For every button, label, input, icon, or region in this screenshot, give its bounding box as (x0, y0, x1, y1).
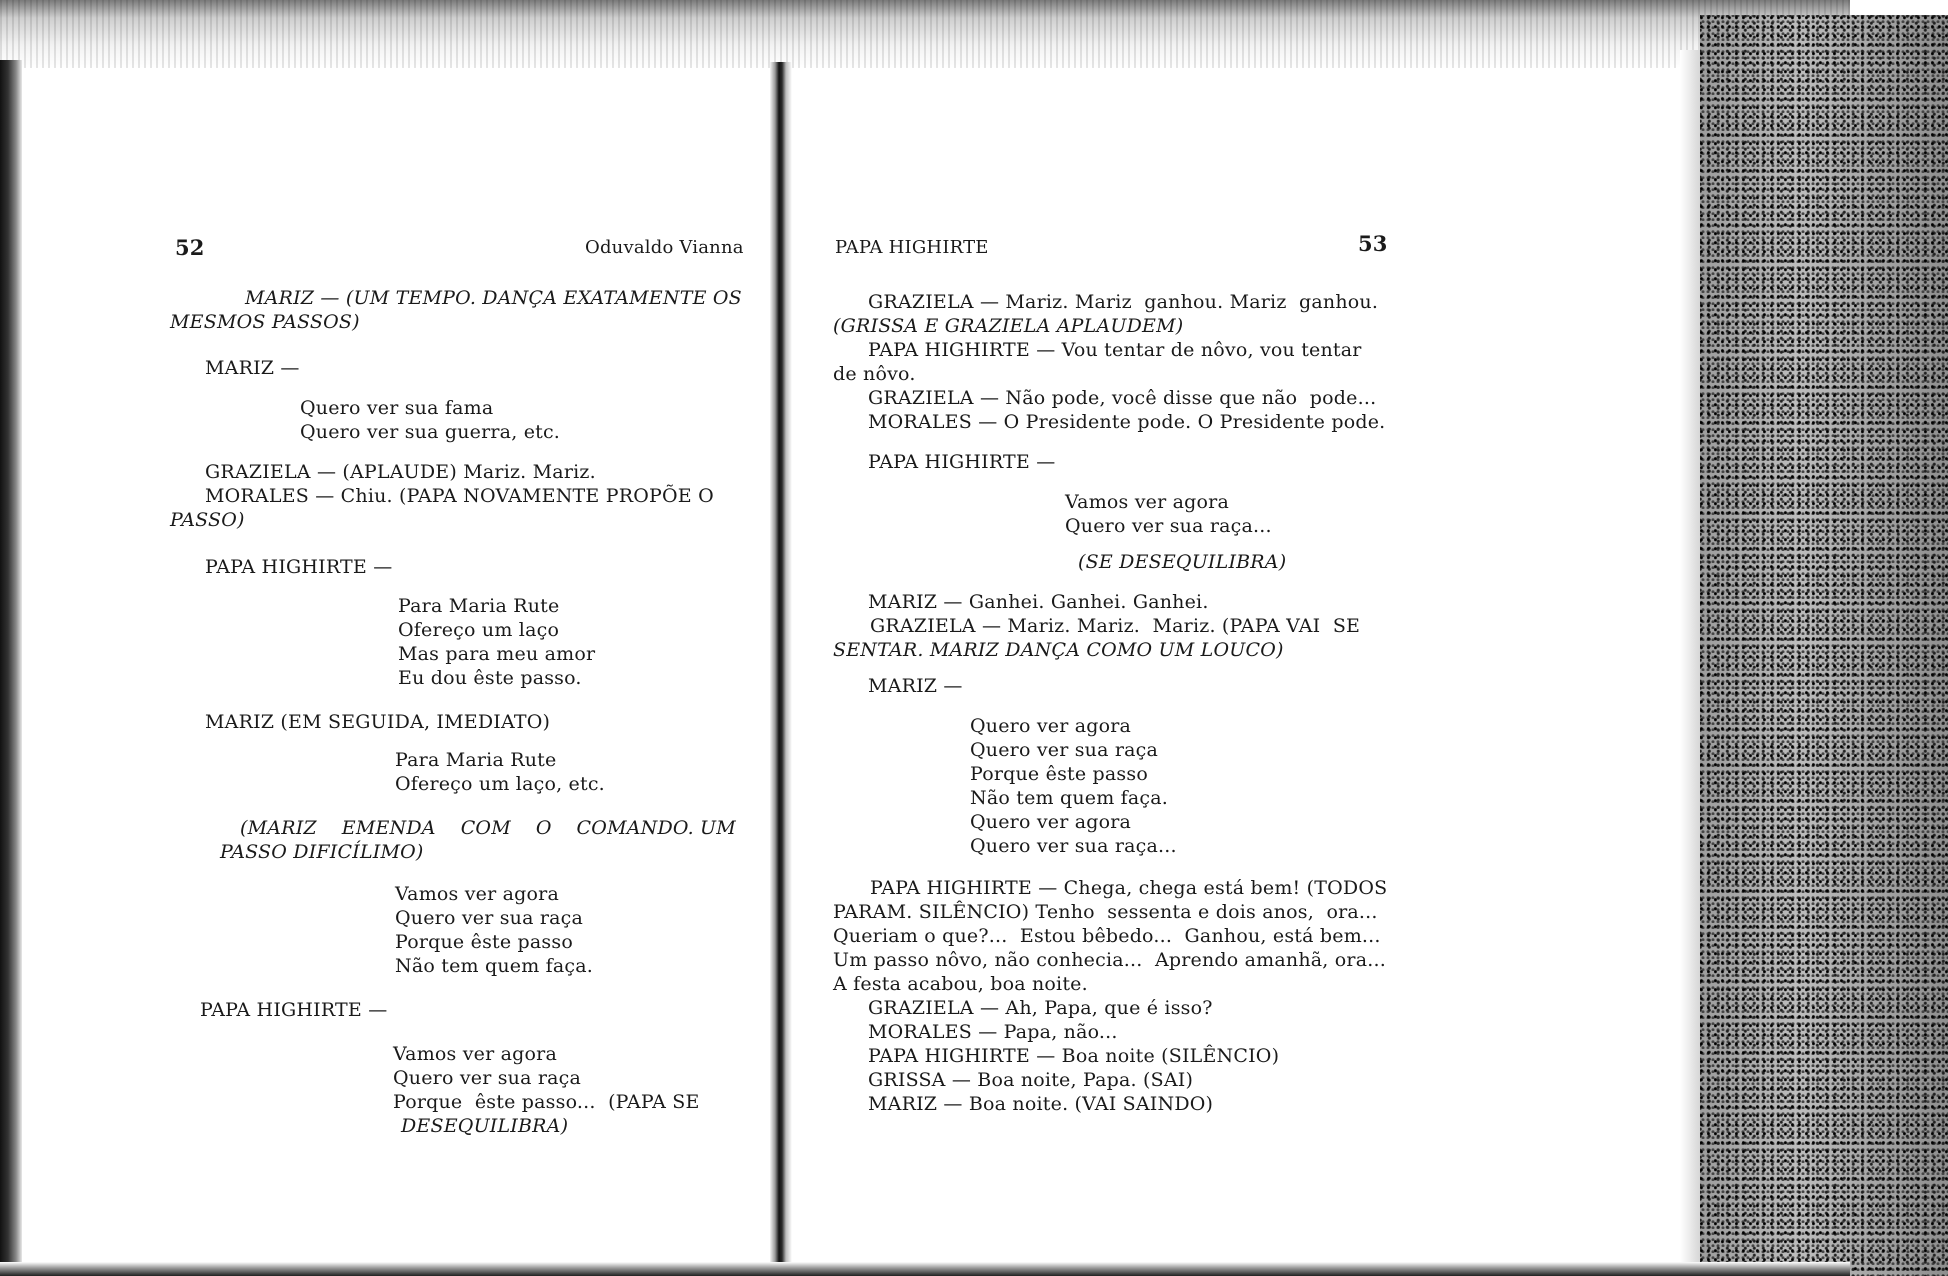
text-line: Um passo nôvo, não conhecia... Aprendo amanhã, ora... (833, 949, 1386, 971)
text-line: Quero ver sua raça... (1065, 515, 1272, 537)
text-line: (SE DESEQUILIBRA) (1078, 551, 1287, 573)
text-line: GRISSA — Boa noite, Papa. (SAI) (868, 1069, 1194, 1091)
text-line: MORALES — Papa, não... (868, 1021, 1118, 1043)
text-line: MARIZ — Ganhei. Ganhei. Ganhei. (868, 591, 1209, 613)
text-line: Eu dou êste passo. (398, 667, 582, 689)
running-head: PAPA HIGHIRTE (835, 237, 989, 258)
text-line: PARAM. SILÊNCIO) Tenho sessenta e dois anos, ora... (833, 901, 1378, 923)
text-line: Porque êste passo... (PAPA SE (393, 1091, 700, 1113)
text-line: MARIZ (EM SEGUIDA, IMEDIATO) (205, 711, 551, 733)
text-line: Para Maria Rute (398, 595, 560, 617)
text-line: GRAZIELA — (APLAUDE) Mariz. Mariz. (205, 461, 596, 483)
text-line: Vamos ver agora (393, 1043, 557, 1065)
text-line: Queriam o que?... Estou bêbedo... Ganhou, está bem... (833, 925, 1381, 947)
text-line: Porque êste passo (395, 931, 573, 953)
text-line: MORALES — Chiu. (PAPA NOVAMENTE PROPÕE O (205, 485, 714, 507)
text-line: (GRISSA E GRAZIELA APLAUDEM) (833, 315, 1184, 337)
text-line: Vamos ver agora (395, 883, 559, 905)
text-line: Quero ver sua raça (395, 907, 584, 929)
text-line: Não tem quem faça. (395, 955, 594, 977)
page-number: 52 (175, 235, 205, 260)
scan-background-texture (1700, 15, 1948, 1276)
text-line: GRAZIELA — Mariz. Mariz. Mariz. (PAPA VAI SE (870, 615, 1361, 637)
text-line: MARIZ — (868, 675, 963, 697)
text-line: SENTAR. MARIZ DANÇA COMO UM LOUCO) (833, 639, 1284, 661)
text-line: MARIZ — (UM TEMPO. DANÇA EXATAMENTE OS (245, 287, 742, 309)
text-line: Mas para meu amor (398, 643, 596, 665)
text-line: PAPA HIGHIRTE — (868, 451, 1056, 473)
text-line: DESEQUILIBRA) (401, 1115, 569, 1137)
text-line: Quero ver agora (970, 811, 1132, 833)
text-line: Ofereço um laço, etc. (395, 773, 605, 795)
scan-bottom-edge (0, 1262, 1850, 1276)
text-line: GRAZIELA — Ah, Papa, que é isso? (868, 997, 1213, 1019)
text-line: Quero ver sua guerra, etc. (300, 421, 561, 443)
text-line: PASSO) (170, 509, 245, 531)
book-spine (770, 62, 792, 1276)
text-line: MESMOS PASSOS) (170, 311, 360, 333)
text-line: PAPA HIGHIRTE — Vou tentar de nôvo, vou tentar (868, 339, 1362, 361)
text-line: GRAZIELA — Mariz. Mariz ganhou. Mariz ganhou. (868, 291, 1379, 313)
text-line: Vamos ver agora (1065, 491, 1229, 513)
text-line: PAPA HIGHIRTE — Boa noite (SILÊNCIO) (868, 1045, 1280, 1067)
text-line: GRAZIELA — Não pode, você disse que não pode... (868, 387, 1377, 409)
text-line: A festa acabou, boa noite. (833, 973, 1088, 995)
text-line: PASSO DIFICÍLIMO) (220, 841, 424, 863)
text-line: PAPA HIGHIRTE — (205, 556, 393, 578)
text-line: Porque êste passo (970, 763, 1148, 785)
text-line: Quero ver sua raça (970, 739, 1159, 761)
text-line: PAPA HIGHIRTE — (200, 999, 388, 1021)
text-line: MORALES — O Presidente pode. O Presidente pode. (868, 411, 1386, 433)
scan-top-edge (0, 0, 1850, 68)
text-line: Para Maria Rute (395, 749, 557, 771)
scan-left-edge (0, 60, 22, 1276)
text-line: MARIZ — Boa noite. (VAI SAINDO) (868, 1093, 1214, 1115)
text-line: Quero ver sua fama (300, 397, 494, 419)
running-head: Oduvaldo Vianna (585, 237, 744, 258)
text-line: Quero ver sua raça (393, 1067, 582, 1089)
text-line: (MARIZ EMENDA COM O COMANDO. UM (240, 817, 736, 839)
text-line: Quero ver sua raça... (970, 835, 1177, 857)
text-line: Não tem quem faça. (970, 787, 1169, 809)
page-number: 53 (1358, 231, 1388, 256)
text-line: Ofereço um laço (398, 619, 560, 641)
text-line: MARIZ — (205, 357, 300, 379)
text-line: PAPA HIGHIRTE — Chega, chega está bem! (TODOS (870, 877, 1388, 899)
text-line: Quero ver agora (970, 715, 1132, 737)
text-line: de nôvo. (833, 363, 916, 385)
